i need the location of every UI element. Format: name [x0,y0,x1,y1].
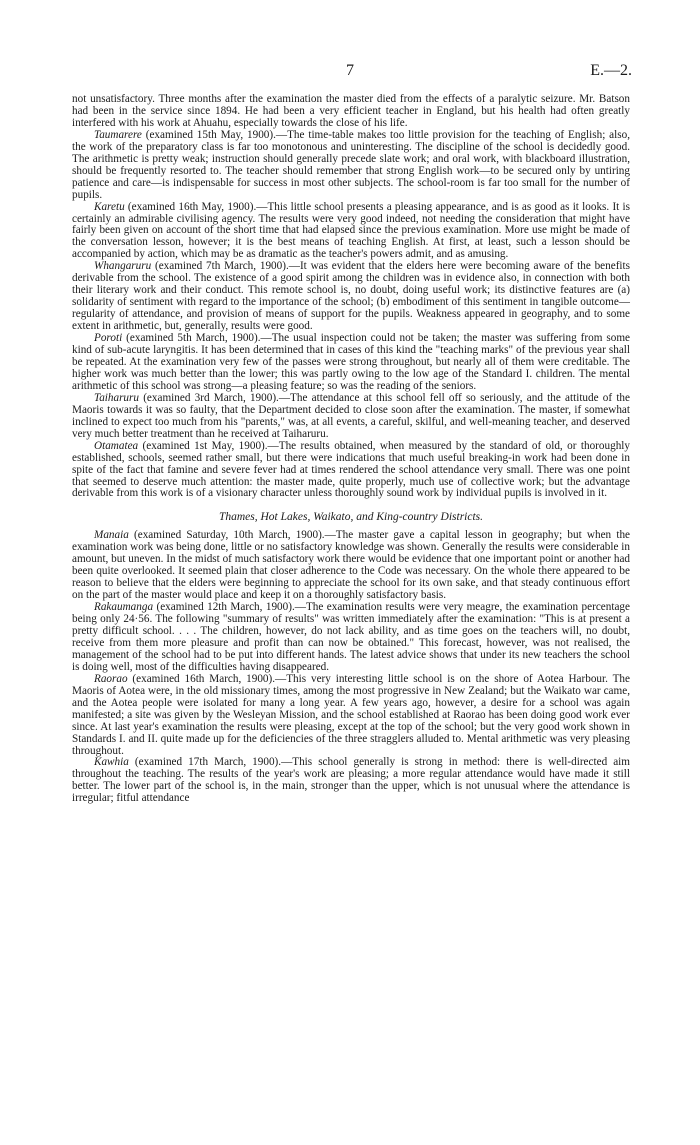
school-paragraph-otamatea [72,441,630,501]
opening-paragraph: not unsatisfactory. Three months after the examination the master died from the effects of a paralytic seizure. Mr. Batson had been in the service since 1894. He had been a very efficient teacher in England, but his health had often greatly interfered with his work at Ahuahu, especially towards the close of his life. [72,93,630,129]
school-name: Kawhia [94,756,129,769]
school-name: Manaia [94,529,129,542]
school-name: Taiharuru [94,391,139,404]
school-report-text: (examined 7th March, 1900).—It was evident that the elders here were becoming aware of the benefits derivable from the school. The existence of a good spirit among the children was in evidence also, in connection with both their literary work and their conduct. This remote school is, no doubt, doing useful work; its distinctive features are (a) solidarity of sentiment with regard to the importance of the school; (b) embodiment of this sentiment in tangible outcome—regularity of attendance, and provision of means of support for the pupils. Weakness appeared in geography, and to some extent in arithmetic, but, generally, results were good. [72,260,630,333]
school-paragraph-rakaumanga [72,602,630,674]
report-body [72,94,630,805]
school-report-text: (examined Saturday, 10th March, 1900).—The master gave a capital lesson in geography; but when the examination work was being done, little or no satisfactory knowledge was shown. Generally the results were considerable in amount, but uneven. In the midst of much satisfactory work there would be evidence that one important point or another had been quite overlooked. It seemed plain that closer adherence to the Code was necessary. On the whole there appeared to be reason to believe that the elders were beginning to appreciate the school for its own sake, and that steady continuous effort on the part of the master would place and keep it on a thoroughly satisfactory basis. [72,529,630,602]
school-name: Karetu [94,200,125,213]
school-report-text: (examined 17th March, 1900).—This school generally is strong in method: there is well-directed aim throughout the teaching. The results of the year's work are pleasing; a more regular attendance would have made it still better. The lower part of the school is, in the main, stronger than the upper, which is not unusual where the attendance is irregular; fitful attendance [72,756,630,805]
school-report-text: (examined 12th March, 1900).—The examination results were very meagre, the examination percentage being only 24·56. The following "summary of results" was written immediately after the examination: "This is at present a pretty difficult school. . . . The children, however, do not lack ability, and as time goes on the teachers will, no doubt, receive from them more pleasure and profit than can now be obtained." This forecast, however, was not realised, the management of the school had to be put into different hands. The latest advice shows that under its new teachers the school is doing well, most of the difficulties having disappeared. [72,601,630,673]
school-name: Taumarere [94,128,142,141]
school-paragraph-poroti [72,333,630,393]
school-paragraph-raorao [72,674,630,758]
school-paragraph-whangaruru [72,261,630,333]
document-reference: E.—2. [590,62,632,79]
school-report-text: (examined 3rd March, 1900).—The attendance at this school fell off so seriously, and the attitude of the Maoris towards it was so faulty, that the Department decided to close soon after the examination. The master, if somewhat inclined to expect too much from his "parents," was, at all events, a careful, skilful, and well-meaning teacher, and deserved very much better treatment than he received at Taiharuru. [72,391,630,440]
school-report-text: (examined 16th May, 1900).—This little school presents a pleasing appearance, and is as good as it looks. It is certainly an admirable civilising agency. The results were very good indeed, not needing the consideration that might have fairly been given on account of the short time that had elapsed since the previous examination. More use might be made of the conversation lesson, however; it is the best means of teaching English. At first, at least, such a lesson should be accompanied by action, which may be as dramatic as the teacher's powers admit, and as amusing. [72,200,630,261]
school-name: Rakaumanga [94,601,154,614]
school-name: Poroti [94,332,123,345]
school-paragraph-manaia [72,530,630,602]
school-report-text: (examined 15th May, 1900).—The time-table makes too little provision for the teaching of English; also, the work of the preparatory class is far too monotonous and uninteresting. The discipline of the school is decidedly good. The arithmetic is pretty weak; instruction should generally precede slate work; and oral work, with blackboard illustration, should be frequently resorted to. The teacher should remember that strong English work—to be secured only by untiring patience and care—is indispensable for success in most other subjects. The school-room is far too small for the number of pupils. [72,128,630,201]
school-name: Whangaruru [94,260,152,273]
school-name: Otamatea [94,439,139,452]
school-paragraph-karetu [72,202,630,262]
school-report-text: (examined 16th March, 1900).—This very interesting little school is on the shore of Aotea Harbour. The Maoris of Aotea were, in the old missionary times, among the most progressive in New Zealand; but the Waikato war came, and the Aotea people were isolated for many a long year. A few years ago, however, a desire for a school was again manifested; a site was given by the Wesleyan Mission, and the school established at Raorao has been doing good work ever since. At last year's examination the results were pleasing, except at the top of the school; but the very good work shown in Standards I. and II. quite made up for the deficiencies of the three stragglers alluded to. Mental arithmetic was very pleasing throughout. [72,672,630,757]
school-paragraph-taumarere [72,130,630,202]
school-name: Raorao [94,672,128,685]
school-paragraph-kawhia [72,757,630,805]
page-number: 7 [346,62,354,79]
school-report-text: (examined 5th March, 1900).—The usual inspection could not be taken; the master was suffering from some kind of sub-acute laryngitis. It has been determined that in cases of this kind the "teaching marks" of the previous year shall be repeated. At the examination very few of the passes were strong throughout, but nearly all of them were creditable. The higher work was much better than the lower; this was partly owing to the low age of the Standard I. children. The mental arithmetic of this school was strong—a pleasing feature; so was the reading of the seniors. [72,332,630,392]
school-report-text: (examined 1st May, 1900).—The results obtained, when measured by the standard of old, or thoroughly established, schools, seemed rather small, but there were indications that much useful breaking-in work had been done in spite of the fact that famine and severe fever had at times rendered the school attendance very small. There was one point that seemed to deserve much attention: the master made, quite properly, much use of collective work; but the advantage derivable from this work is of a visionary character unless thoroughly sound work by individual pupils is involved in it. [72,439,630,500]
school-paragraph-taiharuru [72,393,630,441]
section-heading: Thames, Hot Lakes, Waikato, and King-country Districts. [218,511,484,524]
